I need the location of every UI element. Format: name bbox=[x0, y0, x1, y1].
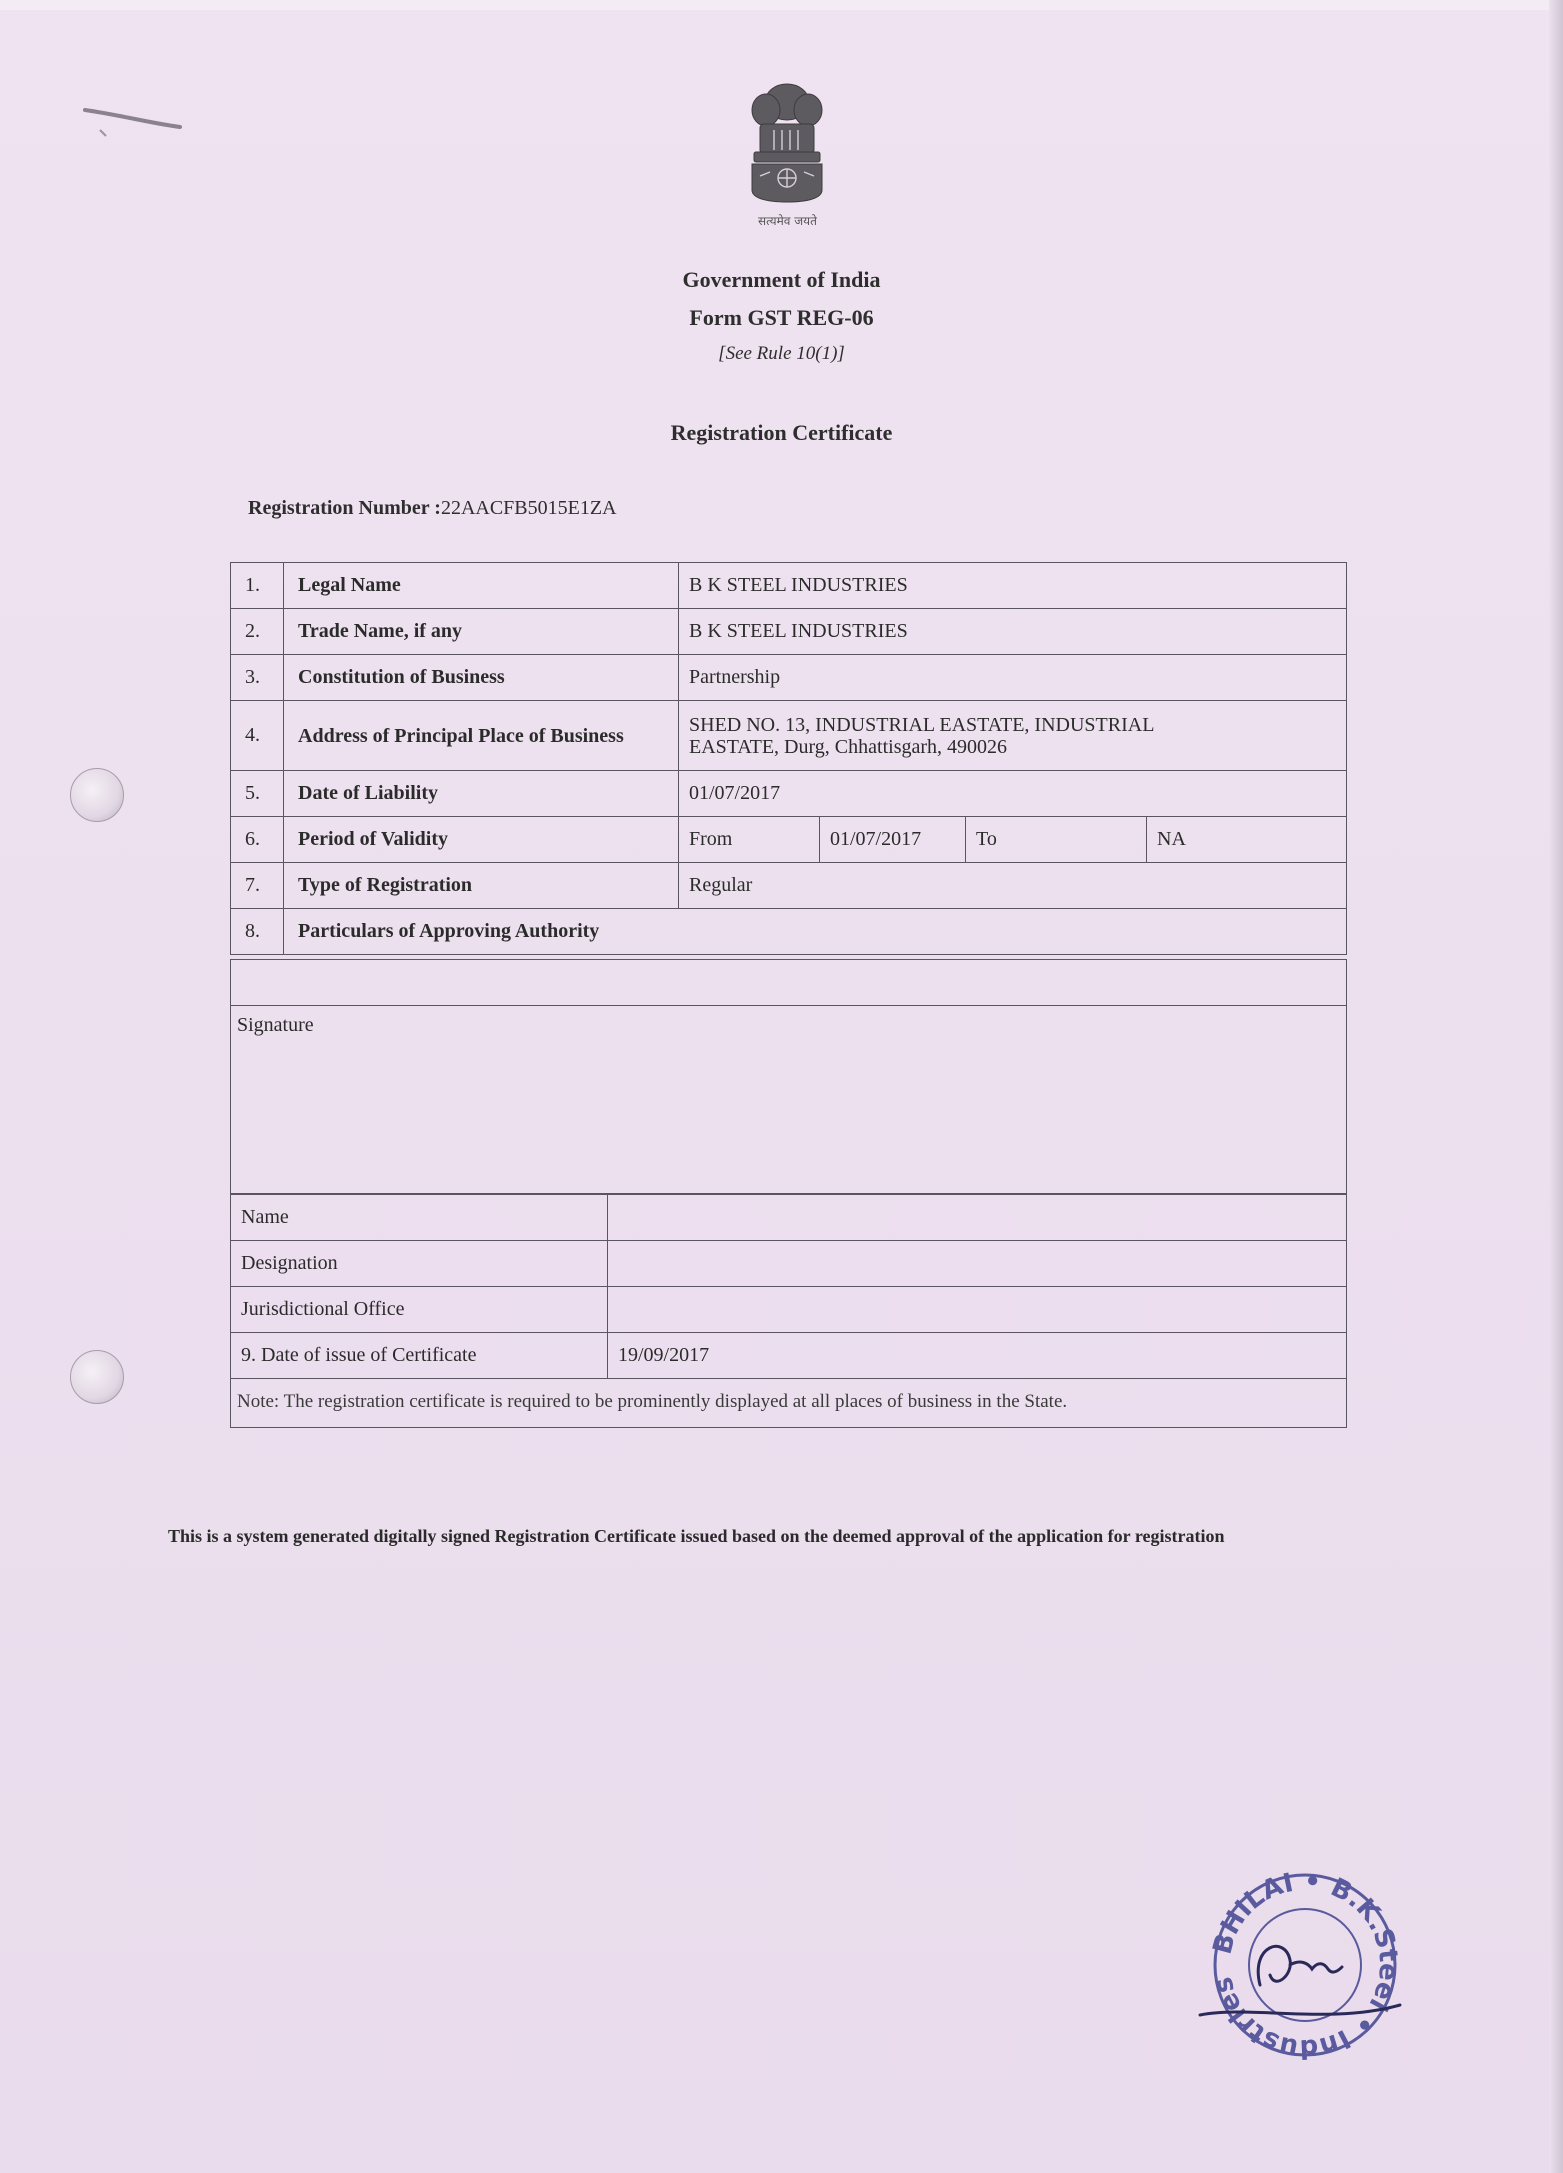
issue-date-label: 9. Date of issue of Certificate bbox=[231, 1333, 608, 1379]
display-note: Note: The registration certificate is required to be prominently displayed at all places of business in the State. bbox=[230, 1378, 1347, 1428]
table-row bbox=[231, 701, 1347, 771]
state-emblem-icon bbox=[730, 80, 845, 210]
row-label: Type of Registration bbox=[284, 863, 679, 909]
table-row bbox=[231, 1241, 1347, 1287]
row-label: Legal Name bbox=[284, 563, 679, 609]
validity-to-value: NA bbox=[1147, 817, 1347, 863]
top-edge bbox=[0, 0, 1563, 10]
row-value: 01/07/2017 bbox=[679, 771, 1347, 817]
row-label: Address of Principal Place of Business bbox=[284, 701, 679, 771]
address-line-2: EASTATE, Durg, Chhattisgarh, 490026 bbox=[689, 735, 1008, 758]
row-label: Period of Validity bbox=[284, 817, 679, 863]
table-row bbox=[231, 1287, 1347, 1333]
punch-hole-top bbox=[70, 768, 124, 822]
row-value: Partnership bbox=[679, 655, 1347, 701]
row-value: Regular bbox=[679, 863, 1347, 909]
system-generated-notice: This is a system generated digitally signed Registration Certificate issued based on the deemed approval of the application for registration bbox=[168, 1526, 1225, 1546]
row-label: Trade Name, if any bbox=[284, 609, 679, 655]
table-row bbox=[231, 609, 1347, 655]
registration-number-label: Registration Number : bbox=[248, 497, 441, 519]
validity-to-label: To bbox=[966, 817, 1147, 863]
designation-value bbox=[608, 1241, 1347, 1287]
page-title: Registration Certificate bbox=[670, 420, 893, 445]
name-value bbox=[608, 1195, 1347, 1241]
registration-number-value: 22AACFB5015E1ZA bbox=[440, 497, 617, 519]
table-row bbox=[231, 771, 1347, 817]
company-stamp-icon bbox=[1190, 1865, 1410, 2065]
validity-from-value: 01/07/2017 bbox=[820, 817, 966, 863]
row-label: Date of Liability bbox=[284, 771, 679, 817]
table-row bbox=[231, 817, 1347, 863]
validity-from-label: From bbox=[679, 817, 820, 863]
row-number: 2. bbox=[231, 609, 284, 655]
authority-table bbox=[230, 1194, 1347, 1379]
office-label: Jurisdictional Office bbox=[231, 1287, 608, 1333]
row-number: 8. bbox=[231, 909, 284, 955]
row-number: 4. bbox=[231, 701, 284, 771]
table-row bbox=[231, 655, 1347, 701]
address-line-1: SHED NO. 13, INDUSTRIAL EASTATE, INDUSTRIAL bbox=[689, 713, 1155, 736]
row-number: 1. bbox=[231, 563, 284, 609]
signature-box bbox=[230, 1005, 1347, 1194]
blank-row bbox=[230, 959, 1347, 1005]
table-row bbox=[231, 863, 1347, 909]
punch-hole-bottom bbox=[70, 1350, 124, 1404]
issue-date-value: 19/09/2017 bbox=[608, 1333, 1347, 1379]
table-row bbox=[231, 1195, 1347, 1241]
signature-label: Signature bbox=[237, 1014, 314, 1036]
row-number: 6. bbox=[231, 817, 284, 863]
designation-label: Designation bbox=[231, 1241, 608, 1287]
row-label: Particulars of Approving Authority bbox=[284, 909, 1347, 955]
row-label: Constitution of Business bbox=[284, 655, 679, 701]
table-row bbox=[231, 563, 1347, 609]
row-value: B K STEEL INDUSTRIES bbox=[679, 563, 1347, 609]
table-row bbox=[231, 909, 1347, 955]
row-value: B K STEEL INDUSTRIES bbox=[679, 609, 1347, 655]
government-heading: Government of India bbox=[682, 267, 881, 292]
emblem-caption: सत्यमेव जयते bbox=[758, 214, 817, 228]
row-number: 5. bbox=[231, 771, 284, 817]
svg-text:BHILAI • B.K.Steel • Industrie: BHILAI • B.K.Steel • Industries bbox=[1207, 1866, 1404, 2064]
form-heading: Form GST REG-06 bbox=[689, 305, 874, 330]
row-number: 7. bbox=[231, 863, 284, 909]
row-value bbox=[679, 701, 1347, 771]
name-label: Name bbox=[231, 1195, 608, 1241]
pencil-mark bbox=[80, 95, 190, 145]
registration-number bbox=[248, 497, 617, 520]
table-row bbox=[231, 1333, 1347, 1379]
state-emblem bbox=[730, 80, 845, 235]
rule-reference: [See Rule 10(1)] bbox=[718, 343, 845, 364]
office-value bbox=[608, 1287, 1347, 1333]
details-table bbox=[230, 562, 1347, 955]
company-stamp bbox=[1190, 1865, 1410, 2065]
row-number: 3. bbox=[231, 655, 284, 701]
